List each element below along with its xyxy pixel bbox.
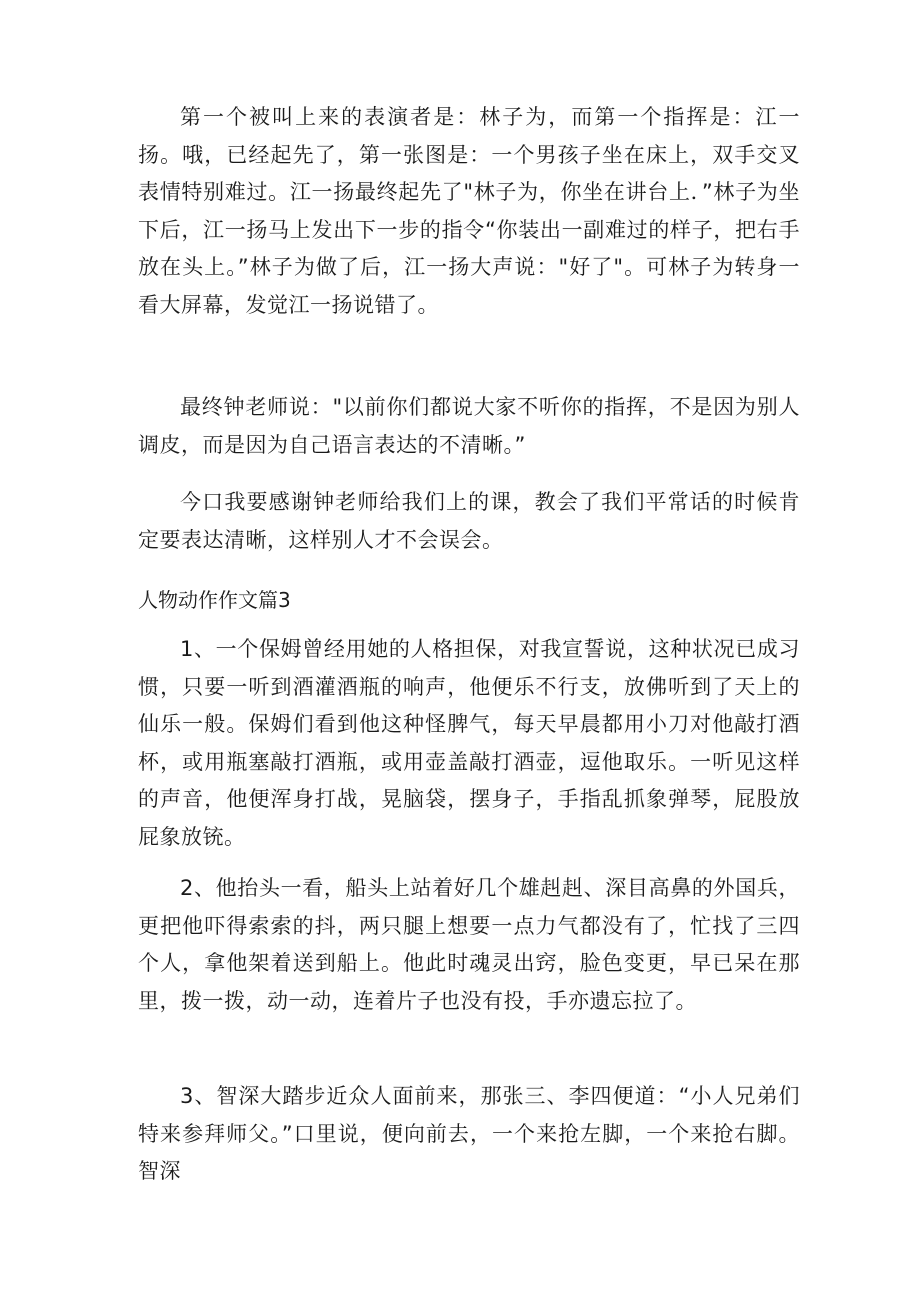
paragraph-thanks: 今口我要感谢钟老师给我们上的课，教会了我们平常话的时候肯定要表达清晰，这样别人才不会误会。 — [138, 490, 800, 552]
paragraph-teacher-conclusion: 最终钟老师说："以前你们都说大家不听你的指挥，不是因为别人调皮，而是因为自己语言表达的不清晰。” — [138, 395, 800, 457]
section-heading: 人物动作作文篇3 — [138, 588, 291, 612]
paragraph-performance-intro: 第一个被叫上来的表演者是：林子为，而第一个指挥是：江一扬。哦，已经起先了，第一张图是：一个男孩子坐在床上，双手交叉表情特别难过。江一扬最终起先了"林子为，你坐在讲台上．”林子为坐下后，江一扬马上发出下一步的指令“你装出一副难过的样子，把右手放在头上。”林子为做了后，江一扬大声说："好了"。可林子为转身一看大屏幕，发觉江一扬说错了。 — [138, 105, 800, 317]
list-item-3: 3、智深大踏步近众人面前来，那张三、李四便道：“小人兄弟们特来参拜师父。”口里说，便向前去，一个来抢左脚，一个来抢右脚。智深 — [138, 1084, 800, 1183]
list-item-1: 1、一个保姆曾经用她的人格担保，对我宣誓说，这种状况已成习惯，只要一听到酒灌酒瓶的响声，他便乐不行支，放佛听到了天上的仙乐一般。保姆们看到他这种怪脾气，每天早晨都用小刀对他敲打酒杯，或用瓶塞敲打酒瓶，或用壶盖敲打酒壶，逗他取乐。一听见这样的声音，他便浑身打战，晃脑袋，摆身子，手指乱抓象弹琴，屁股放屁象放铳。 — [138, 637, 800, 849]
list-item-2: 2、他抬头一看，船头上站着好几个雄赳赳、深目高鼻的外国兵，更把他吓得索索的抖，两只腿上想要一点力气都没有了，忙找了三四个人，拿他架着送到船上。他此时魂灵出窍，脸色变更，早已呆在那里，拨一拨，动一动，连着片子也没有投，手亦遗忘拉了。 — [138, 876, 800, 1013]
